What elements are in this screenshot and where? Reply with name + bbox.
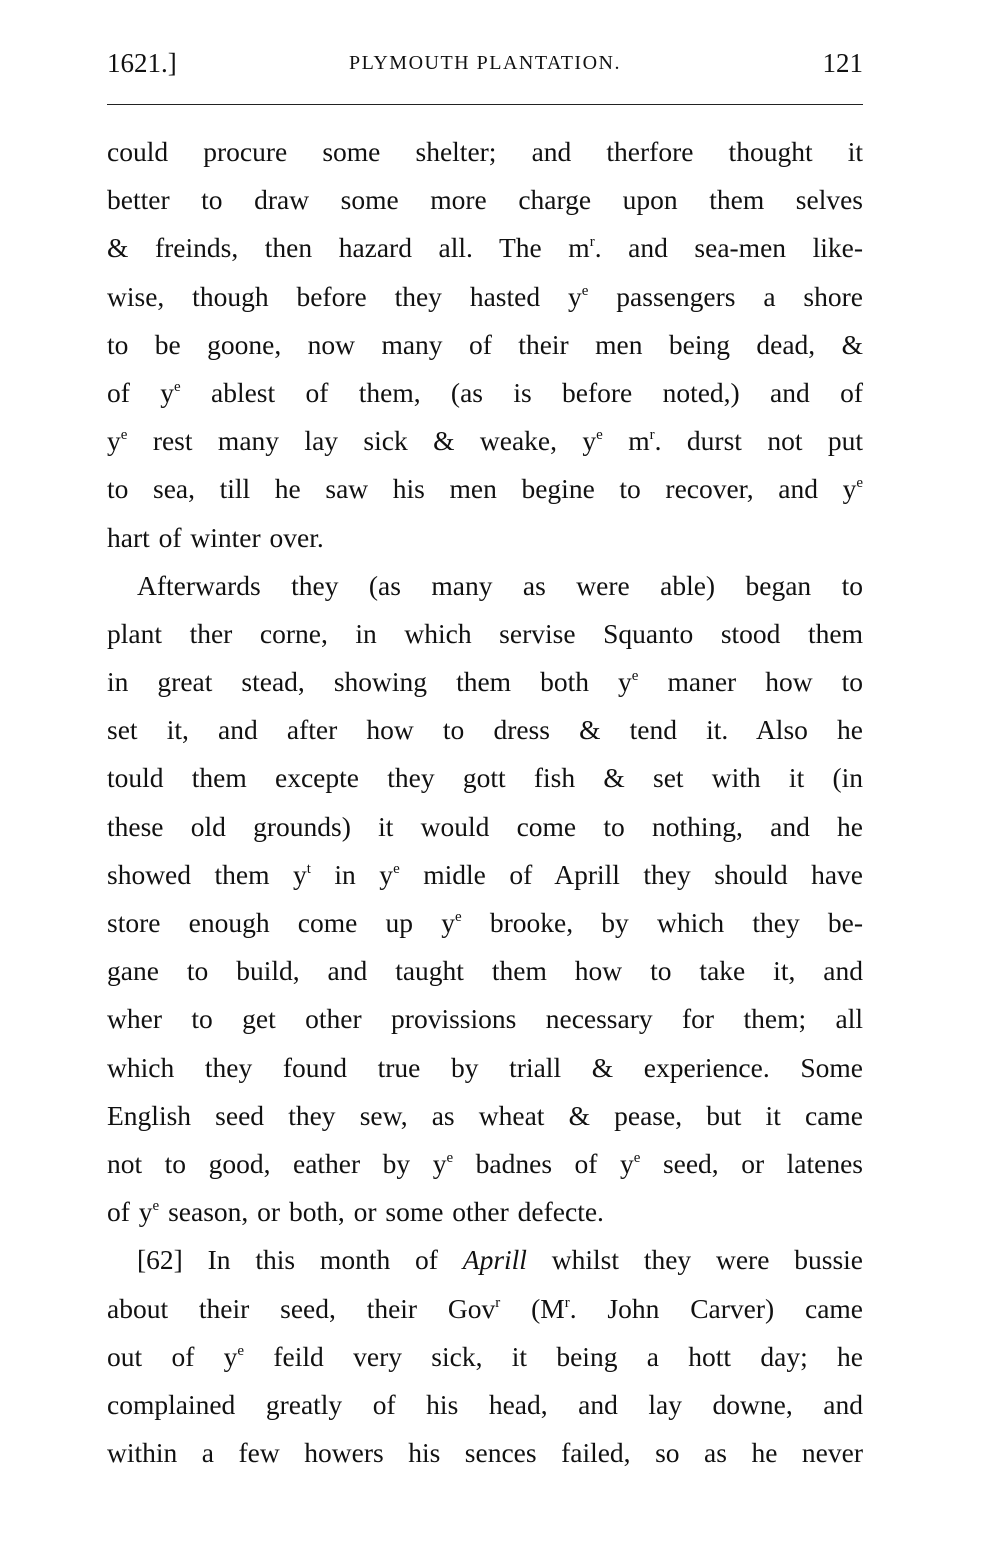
text-segment: seed, or latenes <box>640 1147 863 1179</box>
text-segment: of y <box>107 376 174 408</box>
superscript: t <box>306 860 311 877</box>
text-segment: tould them excepte they gott fish & set with it (in <box>107 762 863 794</box>
text-segment: to be goone, now many of their men being dead, & <box>107 328 863 360</box>
text-segment: complained greatly of his head, and lay downe, and <box>107 1388 863 1420</box>
text-segment: m <box>602 425 650 457</box>
text-line <box>107 658 863 706</box>
text-line <box>107 224 863 272</box>
text-line <box>107 128 863 176</box>
header-year: 1621.] <box>107 48 177 78</box>
text-segment: wher to get other provissions necessary for them; all <box>107 1003 863 1035</box>
superscript: r <box>589 234 595 251</box>
text-line <box>107 417 863 465</box>
text-segment: better to draw some more charge upon them selves <box>107 184 863 216</box>
text-line <box>107 273 863 321</box>
text-segment: English seed they sew, as wheat & pease, but it came <box>107 1099 863 1131</box>
text-segment: . durst not put <box>654 425 863 457</box>
text-line <box>107 899 863 947</box>
text-segment: y <box>107 425 121 457</box>
text-segment: whilst they were bussie <box>526 1244 863 1276</box>
superscript: e <box>633 1149 641 1166</box>
text-segment: . John Carver) came <box>569 1292 863 1324</box>
text-segment: feild very sick, it being a hott day; he <box>244 1340 863 1372</box>
italic-text: Aprill <box>462 1244 527 1276</box>
text-segment: hart of winter over. <box>107 521 324 553</box>
superscript: e <box>393 860 400 877</box>
text-segment: in y <box>310 858 394 890</box>
text-segment: brooke, by which they be- <box>461 907 864 938</box>
page-number: 121 <box>822 48 863 78</box>
text-segment: showed them y <box>107 858 307 890</box>
text-line <box>107 465 863 513</box>
text-line <box>107 514 863 562</box>
text-segment: midle of Aprill they should have <box>399 858 864 890</box>
text-segment: passengers a shore <box>588 280 863 312</box>
text-segment: set it, and after how to dress & tend it. Also he <box>107 714 863 746</box>
text-line <box>107 706 863 754</box>
text-segment: . and sea-men like- <box>594 232 863 264</box>
superscript: e <box>581 282 589 299</box>
text-line <box>107 1236 863 1284</box>
text-segment: about their seed, their Gov <box>107 1292 496 1324</box>
text-segment: store enough come up y <box>107 907 455 938</box>
text-line <box>107 1188 863 1236</box>
text-segment: season, or both, or some other defecte. <box>159 1196 604 1228</box>
superscript: e <box>631 668 639 685</box>
text-line <box>107 1044 863 1092</box>
text-line <box>107 1092 863 1140</box>
superscript: e <box>446 1149 454 1166</box>
text-segment: in great stead, showing them both y <box>107 666 632 698</box>
text-line <box>107 610 863 658</box>
text-line <box>107 851 863 899</box>
text-segment: within a few howers his sences failed, so as he never <box>107 1437 863 1469</box>
text-segment: rest many lay sick & weake, y <box>127 425 597 457</box>
text-line <box>107 321 863 369</box>
text-segment: these old grounds) it would come to nothing, and he <box>107 810 863 842</box>
text-segment: out of y <box>107 1340 238 1372</box>
text-segment: Afterwards they (as many as were able) began to <box>137 569 863 601</box>
body-text <box>107 128 863 1477</box>
superscript: e <box>856 475 863 492</box>
text-line <box>107 803 863 851</box>
superscript: e <box>454 909 462 925</box>
superscript: e <box>174 378 181 395</box>
text-line <box>107 1429 863 1477</box>
superscript: e <box>120 427 128 444</box>
superscript: e <box>152 1198 160 1215</box>
text-segment: to sea, till he saw his men begine to recover, and y <box>107 473 857 505</box>
text-segment: plant ther corne, in which servise Squanto stood them <box>107 617 863 649</box>
text-line <box>107 176 863 224</box>
text-line <box>107 562 863 610</box>
text-segment: wise, though before they hasted y <box>107 280 582 312</box>
text-segment: & freinds, then hazard all. The m <box>107 232 590 264</box>
text-segment: (M <box>500 1292 565 1324</box>
text-line <box>107 1381 863 1429</box>
text-line <box>107 947 863 995</box>
text-segment: ablest of them, (as is before noted,) and of <box>180 376 863 408</box>
text-line <box>107 1333 863 1381</box>
text-line <box>107 1285 863 1333</box>
text-segment: which they found true by triall & experience. Some <box>107 1051 863 1083</box>
text-segment: not to good, eather by y <box>107 1147 447 1179</box>
header-title: PLYMOUTH PLANTATION. <box>349 52 621 74</box>
text-line <box>107 995 863 1043</box>
text-segment: badnes of y <box>453 1147 634 1179</box>
text-line <box>107 1140 863 1188</box>
text-segment: could procure some shelter; and therfore thought it <box>107 136 863 167</box>
superscript: r <box>495 1294 501 1311</box>
running-header <box>107 48 863 88</box>
superscript: r <box>649 427 655 444</box>
text-segment: gane to build, and taught them how to take it, and <box>107 955 863 987</box>
superscript: e <box>596 427 603 444</box>
text-line <box>107 754 863 802</box>
text-segment: maner how to <box>638 666 863 698</box>
header-rule <box>107 104 863 105</box>
superscript: e <box>237 1342 245 1359</box>
text-segment: [62] In this month of <box>137 1244 463 1276</box>
text-segment: of y <box>107 1196 153 1228</box>
superscript: r <box>564 1294 570 1311</box>
text-line <box>107 369 863 417</box>
